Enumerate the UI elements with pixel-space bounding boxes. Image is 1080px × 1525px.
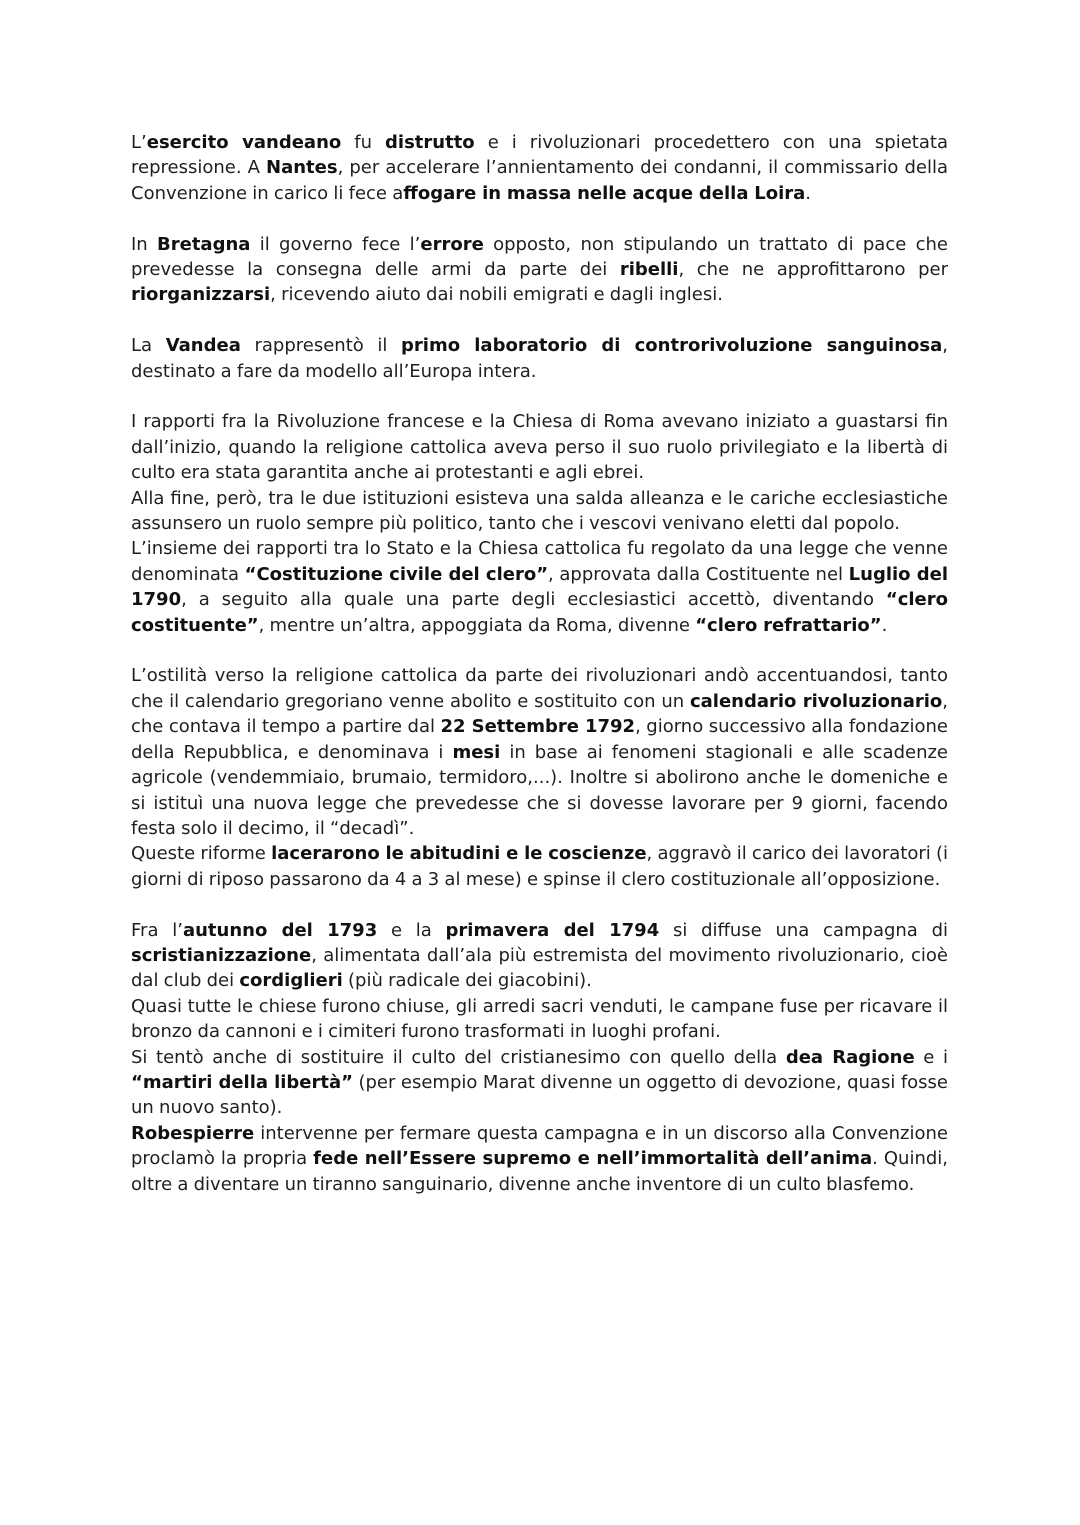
paragraph-bretagna — [131, 232, 948, 308]
paragraph-calendario — [131, 663, 948, 841]
text-run: , ricevendo aiuto dai nobili emigrati e dagli inglesi. — [270, 284, 723, 306]
text-run: rappresentò il — [240, 335, 402, 357]
text-run: Queste riforme — [131, 843, 272, 865]
text-run: e i rivoluzionari procedettero con una spietata repressione. A — [131, 132, 948, 179]
text-run: , approvata dalla Costituente nel — [548, 563, 849, 585]
text-run: In — [131, 233, 158, 255]
text-run: , per accelerare l’annientamento dei condanni, il commissario della Convenzione in carico li fece a — [131, 157, 948, 204]
text-run: intervenne per fermare questa campagna e in un discorso alla Convenzione proclamò la propria — [131, 1122, 948, 1170]
bold-text-run: cordiglieri — [239, 970, 343, 992]
text-run: , destinato a fare da modello all’Europa intera. — [131, 335, 948, 382]
bold-text-run: primavera del 1794 — [445, 919, 660, 941]
text-run: , mentre un’altra, appoggiata da Roma, divenne — [258, 614, 696, 636]
text-run: il governo fece l’ — [250, 233, 421, 255]
text-run: L’insieme dei rapporti tra lo Stato e la Chiesa cattolica fu regolato da una legge che venne denominata — [131, 538, 948, 585]
bold-text-run: Vandea — [165, 335, 241, 357]
bold-text-run: lacerarono le abitudini e le coscienze — [271, 843, 647, 865]
bold-text-run: “clero costituente” — [131, 589, 948, 636]
paragraph-vandea-repressione — [131, 130, 948, 206]
paragraph-rapporti-chiesa — [131, 409, 948, 485]
paragraph-robespierre — [131, 1121, 948, 1197]
bold-text-run: primo laboratorio di controrivoluzione sanguinosa — [401, 335, 943, 357]
text-run: . — [881, 614, 888, 636]
bold-text-run: 22 Settembre 1792 — [440, 716, 636, 738]
text-run: Fra l’ — [131, 919, 183, 941]
text-run: opposto, non stipulando un trattato di pace che prevedesse la consegna delle armi da parte dei — [131, 233, 948, 281]
bold-text-run: riorganizzarsi — [131, 284, 271, 306]
bold-text-run: Bretagna — [157, 233, 251, 255]
paragraph-alleanza — [131, 486, 948, 537]
text-run: e i — [914, 1046, 948, 1068]
text-run: La — [131, 335, 166, 357]
text-run: fu — [341, 132, 386, 153]
bold-text-run: esercito vandeano — [146, 132, 342, 153]
bold-text-run: Luglio del 1790 — [131, 563, 948, 611]
text-run: si diffuse una campagna di — [659, 919, 948, 941]
text-run: , aggravò il carico dei lavoratori (i giorni di riposo passarono da 4 a 3 al mese) e spinse il clero costituzionale all’opposizione. — [131, 843, 948, 890]
bold-text-run: dea Ragione — [785, 1046, 915, 1068]
text-run: , a seguito alla quale una parte degli ecclesiastici accettò, diventando — [181, 589, 886, 611]
text-run: , giorno successivo alla fondazione della Repubblica, e denominava i — [131, 716, 948, 763]
bold-text-run: ffogare in massa nelle acque della Loira — [403, 182, 806, 204]
text-run: Si tentò anche di sostituire il culto del cristianesimo con quello della — [131, 1046, 786, 1068]
text-run: in base ai fenomeni stagionali e alle scadenze agricole (vendemmiaio, brumaio, termidoro,...). Inoltre si abolirono anche le domeniche e si istituì una nuova legge che prevedesse che si dovesse lavorare per 9 giorni, facendo festa solo il decimo, il “decadì”. — [131, 741, 949, 839]
bold-text-run: autunno del 1793 — [182, 919, 378, 941]
text-run: L’ostilità verso la religione cattolica da parte dei rivoluzionari andò accentuandosi, tanto che il calendario gregoriano venne abolito e sostituito con un — [131, 665, 948, 712]
paragraph-riforme — [131, 841, 948, 892]
document-page — [131, 130, 948, 1197]
bold-text-run: scristianizzazione — [131, 944, 312, 966]
paragraph-vandea-laboratorio — [131, 333, 948, 384]
bold-text-run: distrutto — [385, 132, 475, 153]
text-run: (per esempio Marat divenne un oggetto di devozione, quasi fosse un nuovo santo). — [131, 1071, 949, 1119]
bold-text-run: errore — [420, 233, 484, 255]
text-run: . Quindi, oltre a diventare un tiranno sanguinario, divenne anche inventore di un culto blasfemo. — [131, 1148, 948, 1195]
bold-text-run: fede nell’Essere supremo e nell’immortalità dell’anima — [313, 1148, 873, 1170]
paragraph-chiese-chiuse — [131, 994, 948, 1045]
text-run: . — [805, 182, 812, 204]
text-run: e la — [377, 919, 446, 941]
text-run: , che ne approfittarono per — [678, 259, 948, 281]
text-run: , alimentata dall’ala più estremista del movimento rivoluzionario, cioè dal club dei — [131, 944, 948, 992]
bold-text-run: “martiri della libertà” — [131, 1071, 353, 1093]
text-run: I rapporti fra la Rivoluzione francese e la Chiesa di Roma avevano iniziato a guastarsi fin dall’inizio, quando la religione cattolica aveva perso il suo ruolo privilegiato e la libertà di culto era stata garantita anche ai protestanti e agli ebrei. — [131, 411, 948, 484]
text-run: L’ — [131, 132, 147, 153]
paragraph-dea-ragione — [131, 1045, 948, 1121]
text-run: , che contava il tempo a partire dal — [131, 690, 948, 738]
bold-text-run: “Costituzione civile del clero” — [244, 563, 549, 585]
bold-text-run: Robespierre — [131, 1122, 255, 1144]
text-run: Alla fine, però, tra le due istituzioni esisteva una salda alleanza e le cariche ecclesiastiche assunsero un ruolo sempre più politico, tanto che i vescovi venivano eletti dal popolo. — [131, 487, 948, 535]
bold-text-run: ribelli — [619, 259, 679, 281]
bold-text-run: “clero refrattario” — [695, 614, 882, 636]
text-run: Quasi tutte le chiese furono chiuse, gli arredi sacri venduti, le campane fuse per ricavare il bronzo da cannoni e i cimiteri furono trasformati in luoghi profani. — [131, 995, 948, 1043]
paragraph-costituzione-civile — [131, 536, 948, 638]
bold-text-run: Nantes — [266, 157, 338, 179]
bold-text-run: mesi — [452, 741, 501, 763]
paragraph-scristianizzazione — [131, 918, 948, 994]
text-run: (più radicale dei giacobini). — [342, 970, 592, 992]
bold-text-run: calendario rivoluzionario — [689, 690, 943, 712]
